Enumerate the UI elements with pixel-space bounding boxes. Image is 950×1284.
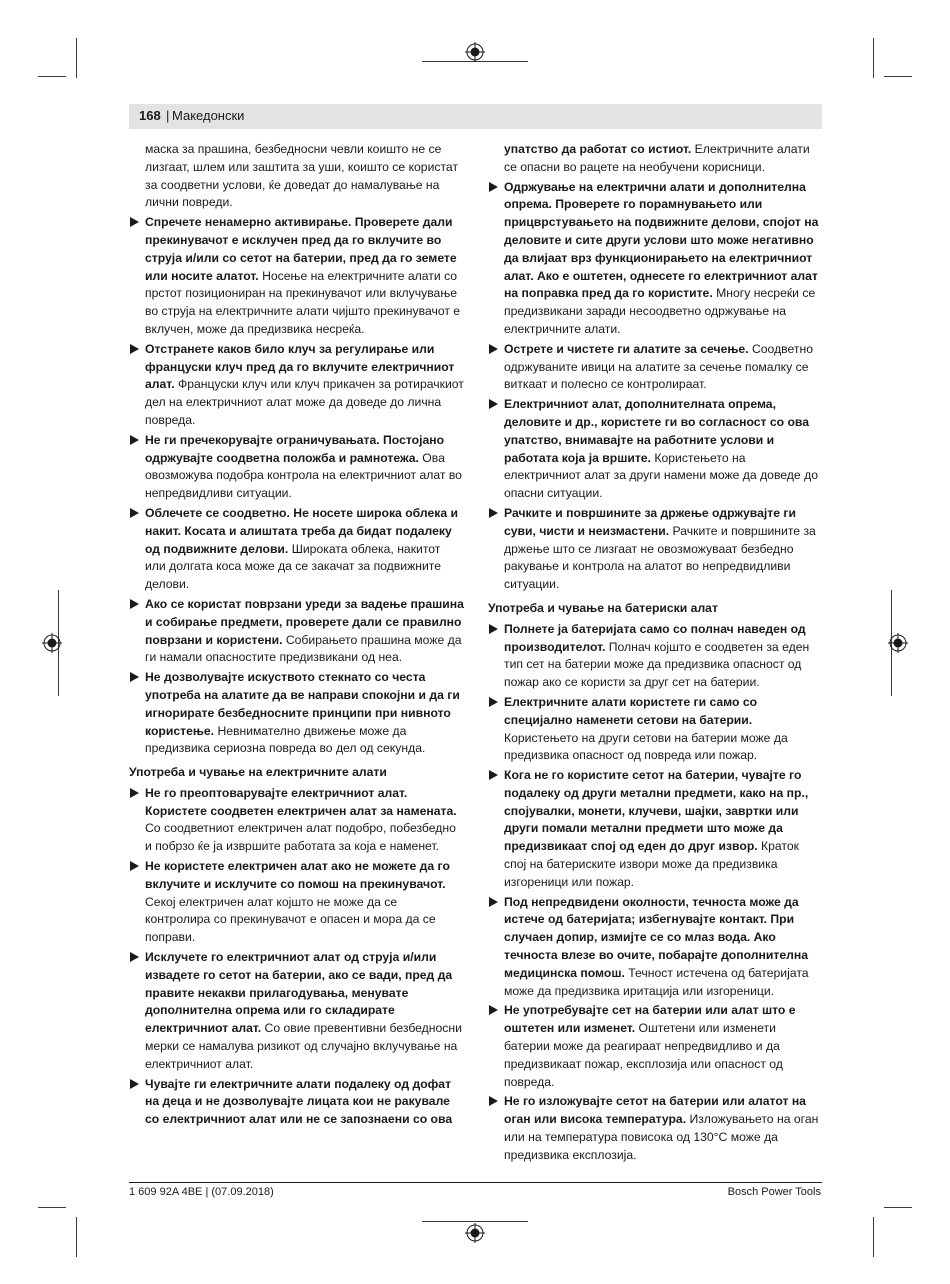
list-item	[488, 894, 823, 1001]
section-heading: Употреба и чување на батериски алат	[488, 600, 718, 615]
crop-mark	[422, 1221, 528, 1222]
warning-bold-text: Отстранете каков било клуч за регулирање или француски клуч пред да го вклучите електричниот алат.	[145, 341, 455, 392]
warning-bold-text: Не употребувајте сет на батерии или алат што е оштетен или изменет.	[504, 1003, 796, 1036]
warning-bold-text: Облечете се соодветно. Не носете широка облека и накит. Косата и алиштата треба да бидат подалеку од подвижните делови.	[145, 505, 458, 556]
warning-bold-text: Исклучете го електричниот алат од струја и/или извадете го сетот на батерии, ако се вади, пред да правите некакви прилагодувања, менувате дополнителна опрема или го складирате електричниот алат.	[145, 950, 453, 1036]
list-item	[129, 949, 464, 1074]
bullet-arrow-icon	[130, 788, 139, 798]
bullet-arrow-icon	[489, 897, 498, 907]
warning-text: Соодветно одржуваните ивици на алатите за сечење помалку се виткаат и полесно се контролираат.	[504, 341, 813, 392]
warning-bold-text: Острете и чистете ги алатите за сечење.	[504, 341, 749, 356]
crop-mark	[873, 38, 874, 78]
warning-text: Собирањето прашина може да ги намали опасностите предизвикани од неа.	[145, 632, 462, 665]
warning-bold-text: Не ги пречекорувајте ограничувањата. Постојано одржувајте соодветна положба и рамнотежа.	[145, 432, 445, 465]
bullet-arrow-icon	[489, 1096, 498, 1106]
list-item	[488, 1002, 823, 1091]
list-item	[129, 505, 464, 594]
bullet-arrow-icon	[489, 1005, 498, 1015]
warning-text: Течност истечена од батеријата може да предизвика иритација или изгореници.	[504, 965, 809, 998]
registration-mark-icon	[42, 633, 62, 653]
list-item	[129, 341, 464, 430]
warning-bold-text: упатство да работат со истиот.	[504, 142, 692, 156]
warning-text: Со соодветниот електричен алат подобро, побезбедно и побрзо ќе ја извршите работата за која е наменет.	[145, 821, 456, 854]
bullet-arrow-icon	[489, 508, 498, 518]
warning-text: Носење на електричните алати со прстот позициониран на прекинувачот или вклучување во струја на електричните алати чијшто прекинувачот е вклучен, може да предизвика несреќа.	[145, 268, 461, 336]
bullet-arrow-icon	[130, 672, 139, 682]
warning-text: Изложувањето на оган или на температура повисока од 130°C може да предизвика експлозија.	[504, 1112, 819, 1162]
bullet-arrow-icon	[489, 624, 498, 634]
warning-text: Француски клуч или клуч прикачен за ротирачкиот дел на електричниот алат може да доведе до лична повреда.	[145, 377, 464, 427]
warning-text: Ова овозможува подобра контрола на електричниот алат во непредвидливи ситуации.	[145, 450, 462, 501]
list-item	[488, 694, 823, 765]
crop-mark	[76, 38, 77, 78]
warning-bold-text: Не користете електричен алат ако не можете да го вклучите и исклучите со помош на прекинувачот.	[145, 859, 450, 891]
bullet-arrow-icon	[130, 508, 139, 518]
warning-text: Електричните алати се опасни во рацете на необучени корисници.	[504, 142, 810, 174]
warning-text: Секој електричен алат којшто не може да се контролира со прекинувачот е опасен и мора да се поправи.	[145, 894, 436, 945]
header-separator: |	[166, 108, 170, 123]
list-item	[488, 621, 823, 692]
bullet-arrow-icon	[130, 861, 139, 871]
warning-bold-text: Не го преоптоварувајте електричниот алат. Користете соодветен електричен алат за намената.	[145, 785, 457, 818]
warning-bold-text: Под непредвидени околности, течноста може да истече од батеријата; избегнувајте контакт. При случаен допир, измијте се со млаз вода. Ако течноста влезе во очите, побарајте дополнителна медицинска помош.	[504, 894, 808, 980]
page-number: 168	[139, 108, 161, 123]
list-item	[488, 505, 823, 594]
warning-bold-text: Не дозволувајте искуството стекнато со честа употреба на алатите да ве направи спокојни и да ги игнорирате безбедносните принципи при нивното користење.	[145, 670, 460, 738]
registration-mark-icon	[465, 42, 485, 62]
list-item	[129, 858, 464, 947]
warning-text: Користењето на електричниот алат за други намени може да доведе до опасни ситуации.	[504, 450, 818, 501]
warning-text: Со овие превентивни безбедносни мерки се намалува ризикот од случајно вклучување на електричниот алат.	[145, 1021, 462, 1071]
warning-text: Користењето на други сетови на батерии може да предизвика опасност од повреда или пожар.	[504, 730, 788, 763]
list-item	[129, 669, 464, 758]
list-item	[129, 785, 464, 856]
warning-bold-text: Кога не го користите сетот на батерии, чувајте го подалеку од други метални предмети, како на пр., спојувалки, монети, клучеви, шајки, завртки или други помали метални предмети што може да предизвикаат спој од еден до друг извор.	[504, 768, 809, 854]
bullet-arrow-icon	[489, 399, 498, 409]
section-heading: Употреба и чување на електричните алати	[129, 765, 387, 780]
warning-text: Краток спој на батериските извори може да предизвика изгореници или пожар.	[504, 839, 799, 889]
bullet-arrow-icon	[130, 1079, 139, 1089]
crop-mark	[884, 1207, 912, 1208]
warning-bold-text: Чувајте ги електричните алати подалеку од дофат на деца и не дозволувајте лицата кои не ракувале со електричниот алат или не се запознаени со ова	[145, 1076, 453, 1127]
continued-paragraph	[488, 141, 823, 177]
registration-mark-icon	[465, 1223, 485, 1243]
warning-bold-text: Електричните алати користете ги само со специјално наменети сетови на батерии.	[504, 694, 758, 727]
warning-bold-text: Ако се користат поврзани уреди за вадење прашина и собирање предмети, проверете дали се правилно поврзани и користени.	[145, 596, 464, 647]
warning-text: Полнач којшто е соодветен за еден тип сет на батерии може да предизвика опасност од пожар ако се користи за друг сет на батерии.	[504, 639, 810, 690]
bullet-arrow-icon	[130, 344, 139, 354]
right-column	[488, 141, 823, 1167]
warning-bold-text: Не го изложувајте сетот на батерии или алатот на оган или висока температура.	[504, 1094, 806, 1127]
crop-mark	[38, 1207, 66, 1208]
warning-text: Многу несреќи се предизвикани заради несоодветно одржување на електричните алати.	[504, 286, 816, 336]
list-item	[488, 1093, 823, 1164]
bullet-arrow-icon	[130, 952, 139, 962]
list-item	[129, 1076, 464, 1129]
warning-text: Оштетени или изменети батерии може да реагираат непредвидливо и да предизвикаат пожар, експлозија или опасност од повреда.	[504, 1021, 783, 1089]
bullet-arrow-icon	[130, 217, 139, 227]
bullet-arrow-icon	[489, 770, 498, 780]
continued-paragraph: маска за прашина, безбедносни чевли коишто не се лизгаат, шлем или заштита за уши, коишто се користат за соодветни услови, ќе доведат до намалување на лични повреди.	[145, 142, 459, 210]
list-item	[488, 767, 823, 892]
warning-text: Широката облека, накитот или долгата коса може да се закачат за подвижните делови.	[145, 541, 441, 592]
left-column	[129, 141, 464, 1131]
bullet-arrow-icon	[489, 344, 498, 354]
crop-mark	[38, 76, 66, 77]
warning-text: Невнимателно движење може да предизвика сериозна повреда во дел од секунда.	[145, 723, 426, 756]
crop-mark	[873, 1217, 874, 1257]
warning-bold-text: Рачките и површините за држење одржувајте ги суви, чисти и неизмастени.	[504, 505, 796, 538]
crop-mark	[884, 76, 912, 77]
bullet-arrow-icon	[130, 435, 139, 445]
footer-doc-number: 1 609 92A 4BE | (07.09.2018)	[129, 1186, 274, 1198]
list-item	[488, 341, 823, 394]
header-language: Македонски	[172, 108, 245, 123]
footer-rule	[129, 1182, 822, 1183]
warning-bold-text: Полнете ја батеријата само со полнач наведен од производителот.	[504, 621, 806, 654]
registration-mark-icon	[888, 633, 908, 653]
page-header	[129, 104, 822, 129]
bullet-arrow-icon	[130, 599, 139, 609]
warning-bold-text: Спречете ненамерно активирање. Проверете дали прекинувачот е исклучен пред да го вклучите во струја и/или со сетот на батерии, пред да го земете или носите алатот.	[145, 215, 457, 283]
list-item	[129, 214, 464, 339]
list-item	[129, 596, 464, 667]
bullet-arrow-icon	[489, 697, 498, 707]
warning-text: Рачките и површините за држење што се лизгаат не овозможуваат безбедно ракување и контрола на алатот во непредвидливи ситуации.	[504, 523, 816, 592]
footer-brand: Bosch Power Tools	[727, 1186, 821, 1198]
list-item	[129, 432, 464, 503]
warning-bold-text: Електричниот алат, дополнителната опрема, деловите и др., користете ги во согласност со ова упатство, внимавајте на работните услови и работата која ја вршите.	[504, 397, 810, 465]
list-item	[488, 396, 823, 503]
list-item	[488, 179, 823, 339]
bullet-arrow-icon	[489, 182, 498, 192]
warning-bold-text: Одржување на електрични алати и дополнителна опрема. Проверете го порамнувањето или прицврстувањето на подвижните делови, спојот на деловите и сите други услови што може негативно да влијаат врз функционирањето на електричниот алат. Ако е оштетен, однесете го електричниот алат на поправка пред да го користите.	[504, 179, 819, 301]
crop-mark	[76, 1217, 77, 1257]
